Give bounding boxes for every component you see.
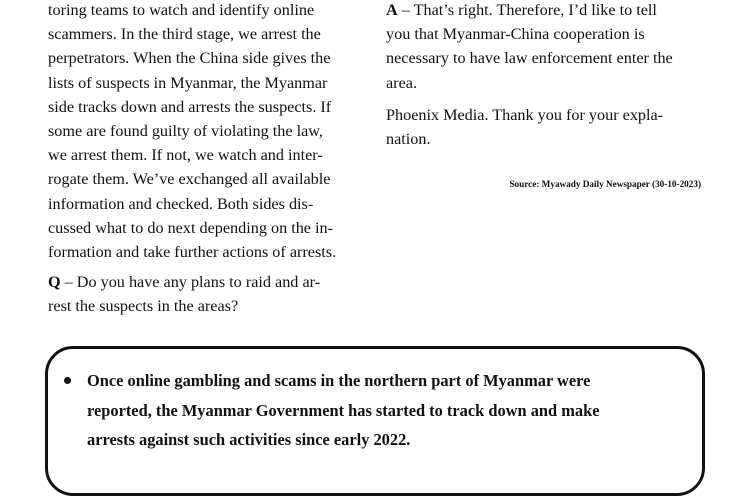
bullet-text-line: reported, the Myanmar Government has started to track down and make [87, 400, 600, 420]
answer-text-line-2: you that Myanmar-China cooperation is [386, 25, 645, 44]
text-line: scammers. In the third stage, we arrest the [48, 25, 321, 44]
right-column [386, 0, 701, 151]
question-text-line-1: – Do you have any plans to raid and ar- [60, 273, 321, 292]
question-paragraph [48, 270, 361, 318]
highlight-bullet-list [60, 366, 688, 455]
source-citation: Source: Myawady Daily Newspaper (30-10-2023) [509, 179, 701, 189]
bullet-text-line: arrests against such activities since early 2022. [87, 430, 411, 449]
highlight-bullet-item [60, 366, 688, 455]
text-line: we arrest them. If not, we watch and inter- [48, 146, 323, 165]
closing-paragraph [386, 103, 701, 151]
bullet-dot-icon [64, 377, 71, 384]
answer-text-line-3: necessary to have law enforcement enter the [386, 49, 673, 68]
interview-paragraph [48, 0, 361, 264]
answer-paragraph [386, 0, 701, 95]
closing-text-line-1: Phoenix Media. Thank you for your expla- [386, 105, 664, 124]
text-line: cussed what to do next depending on the in- [48, 218, 334, 237]
answer-text-line-1: – That’s right. Therefore, I’d like to tell [397, 1, 657, 19]
question-text-line-2: rest the suspects in the areas? [48, 297, 239, 316]
text-line: formation and take further actions of arrests. [48, 243, 337, 262]
text-line: rogate them. We’ve exchanged all available [48, 170, 331, 189]
answer-text-line-4: area. [386, 73, 417, 92]
text-line: information and checked. Both sides dis- [48, 194, 314, 213]
closing-text-line-2: nation. [386, 130, 431, 149]
left-column [48, 0, 361, 319]
text-line: toring teams to watch and identify online [48, 1, 315, 19]
answer-speaker: A [386, 1, 398, 19]
question-speaker: Q [48, 273, 61, 292]
bullet-text-line: Once online gambling and scams in the northern part of Myanmar were [87, 371, 591, 390]
text-line: some are found guilty of violating the law, [48, 122, 323, 141]
text-line: lists of suspects in Myanmar, the Myanmar [48, 73, 328, 92]
text-line: side tracks down and arrests the suspects. If [48, 97, 332, 116]
text-line: perpetrators. When the China side gives the [48, 49, 331, 68]
